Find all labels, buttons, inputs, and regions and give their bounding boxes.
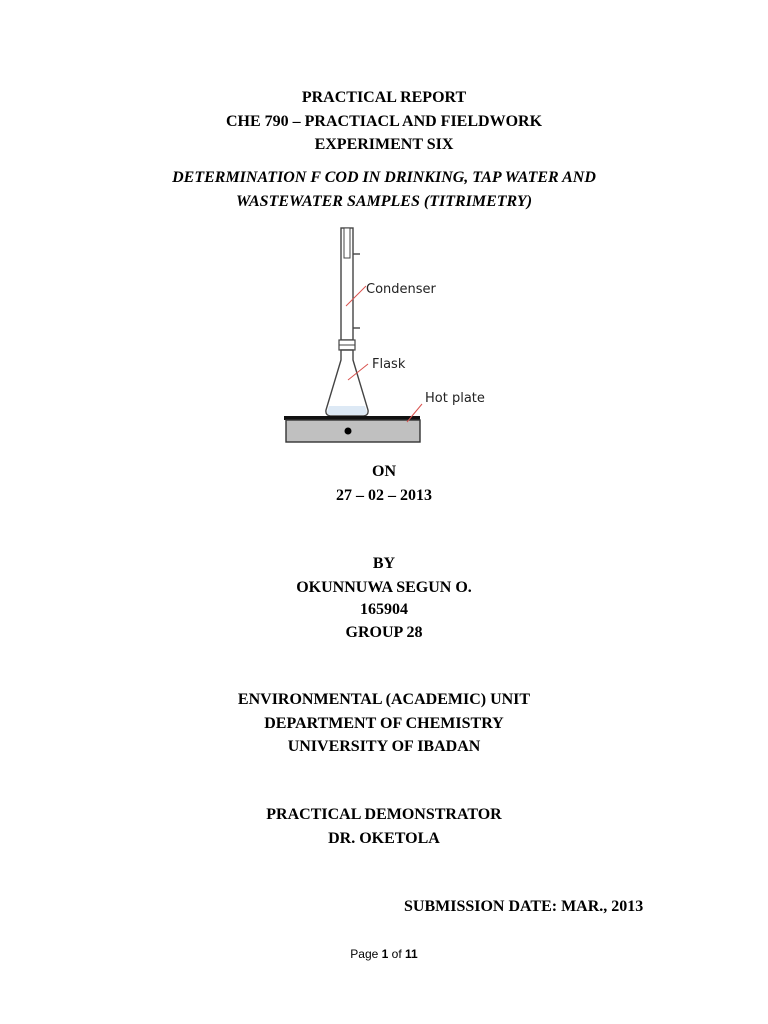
institution-unit: ENVIRONMENTAL (ACADEMIC) UNIT [237,691,531,708]
reflux-apparatus-diagram [270,224,485,446]
footer-page-prefix: Page [350,947,379,961]
report-experiment-line: EXPERIMENT SIX [314,136,454,153]
condenser-label: Condenser [366,282,436,297]
footer-of: of [391,947,402,961]
footer-current-page: 1 [381,947,389,961]
author-by-label: BY [372,555,396,572]
hot-plate-label: Hot plate [425,391,485,406]
footer-total-pages: 11 [405,947,418,961]
report-subtitle-line-1: DETERMINATION F COD IN DRINKING, TAP WATER AND [172,169,596,186]
author-matric-number: 165904 [360,601,408,618]
hot-plate [286,420,420,442]
institution-university: UNIVERSITY OF IBADAN [287,738,481,755]
author-group: GROUP 28 [345,624,423,641]
flask-label: Flask [372,357,406,372]
report-title-line-1: PRACTICAL REPORT [301,89,467,106]
report-date: 27 – 02 – 2013 [336,487,432,504]
demonstrator-name: DR. OKETOLA [328,830,440,847]
hot-plate-knob [345,428,352,435]
condenser-top-tube [344,228,350,258]
report-subtitle-line-2: WASTEWATER SAMPLES (TITRIMETRY) [235,193,533,210]
date-on-label: ON [372,463,396,480]
author-name: OKUNNUWA SEGUN O. [296,579,472,596]
submission-date: SUBMISSION DATE: MAR., 2013 [404,898,644,915]
report-course-line: CHE 790 – PRACTIACL AND FIELDWORK [225,113,543,130]
institution-department: DEPARTMENT OF CHEMISTRY [264,715,504,732]
demonstrator-label: PRACTICAL DEMONSTRATOR [266,806,502,823]
page-footer [0,946,768,962]
